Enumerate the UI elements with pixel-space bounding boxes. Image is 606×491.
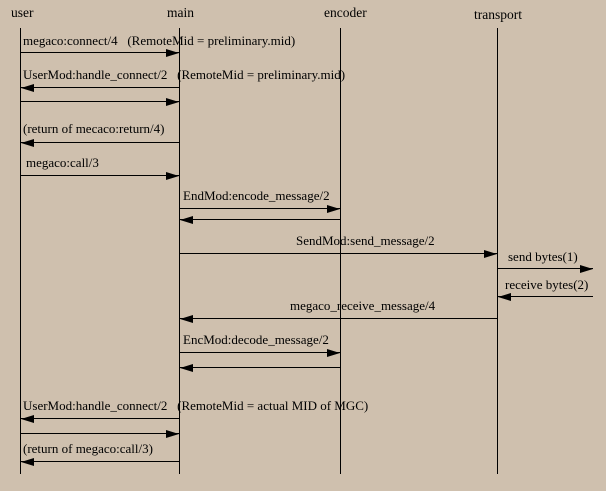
arrowhead-icon-send-bytes <box>580 265 593 273</box>
message-arrow-decode-message <box>179 352 340 353</box>
message-arrow-send-message <box>179 253 497 254</box>
message-arrow-decode-message-return <box>179 367 340 368</box>
message-arrow-megaco-connect <box>20 52 179 53</box>
arrowhead-icon-decode-message-return <box>180 364 193 372</box>
message-label-encode-message: EndMod:encode_message/2 <box>183 188 330 203</box>
arrowhead-icon-megaco-receive-message <box>180 315 193 323</box>
lifeline-label-encoder: encoder <box>324 5 367 20</box>
arrowhead-icon-return-of-connect <box>21 139 34 147</box>
message-arrow-encode-message <box>179 208 340 209</box>
message-arrow-handle-connect-actual-return <box>20 433 179 434</box>
message-label-receive-bytes: receive bytes(2) <box>505 277 589 292</box>
lifeline-label-user: user <box>11 5 34 20</box>
message-arrow-handle-connect-actual <box>20 418 179 419</box>
arrowhead-icon-handle-connect-return <box>166 98 179 106</box>
message-label-return-of-call: (return of megaco:call/3) <box>23 441 153 456</box>
message-label-handle-connect-actual: UserMod:handle_connect/2 (RemoteMid = actual MID of MGC) <box>23 398 369 413</box>
arrowhead-icon-encode-message-return <box>180 216 193 224</box>
message-label-megaco-connect: megaco:connect/4 (RemoteMid = preliminary.mid) <box>23 33 296 48</box>
message-arrow-send-bytes <box>497 268 593 269</box>
message-arrow-return-of-call <box>20 461 179 462</box>
message-arrow-encode-message-return <box>179 219 340 220</box>
message-label-megaco-receive-message: megaco_receive_message/4 <box>290 298 436 313</box>
lifeline-transport <box>497 28 498 474</box>
lifeline-label-main: main <box>167 5 194 20</box>
arrowhead-icon-return-of-call <box>21 458 34 466</box>
message-arrow-handle-connect-return <box>20 101 179 102</box>
message-label-send-message: SendMod:send_message/2 <box>296 233 435 248</box>
message-label-return-of-connect: (return of mecaco:return/4) <box>23 121 165 136</box>
message-arrow-megaco-receive-message <box>179 318 497 319</box>
message-arrow-megaco-call <box>20 175 179 176</box>
arrowhead-icon-send-message <box>484 250 497 258</box>
arrowhead-icon-megaco-call <box>166 172 179 180</box>
lifeline-user <box>20 28 21 474</box>
lifeline-label-transport: transport <box>474 7 522 22</box>
message-label-handle-connect-prelim: UserMod:handle_connect/2 (RemoteMid = preliminary.mid) <box>23 67 346 82</box>
message-label-decode-message: EncMod:decode_message/2 <box>183 332 329 347</box>
arrowhead-icon-encode-message <box>327 205 340 213</box>
message-label-megaco-call: megaco:call/3 <box>26 155 99 170</box>
arrowhead-icon-receive-bytes <box>498 293 511 301</box>
arrowhead-icon-handle-connect-actual-return <box>166 430 179 438</box>
arrowhead-icon-handle-connect-actual <box>21 415 34 423</box>
arrowhead-icon-handle-connect-prelim <box>21 84 34 92</box>
message-arrow-receive-bytes <box>497 296 593 297</box>
message-label-send-bytes: send bytes(1) <box>508 249 578 264</box>
arrowhead-icon-megaco-connect <box>166 49 179 57</box>
arrowhead-icon-decode-message <box>327 349 340 357</box>
message-arrow-handle-connect-prelim <box>20 87 179 88</box>
message-arrow-return-of-connect <box>20 142 179 143</box>
